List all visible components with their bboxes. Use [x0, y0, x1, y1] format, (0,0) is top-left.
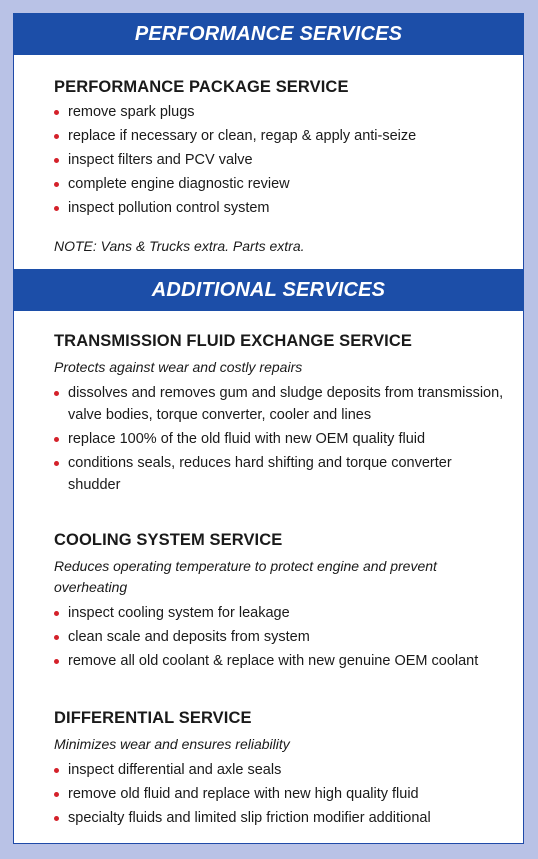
- cooling-title: COOLING SYSTEM SERVICE: [54, 531, 283, 549]
- differential-subtitle: Minimizes wear and ensures reliability: [54, 736, 290, 752]
- list-item: inspect filters and PCV valve: [54, 149, 504, 171]
- list-item: remove all old coolant & replace with new genuine OEM coolant: [54, 650, 504, 672]
- cooling-section: [54, 531, 504, 674]
- additional-services-header: [13, 269, 524, 311]
- list-item: inspect pollution control system: [54, 197, 504, 219]
- bullet-icon: [54, 437, 59, 442]
- transmission-list: [54, 382, 504, 496]
- bullet-icon: [54, 461, 59, 466]
- bullet-icon: [54, 792, 59, 797]
- list-item: inspect differential and axle seals: [54, 759, 504, 781]
- list-item: remove spark plugs: [54, 101, 504, 123]
- list-item: replace if necessary or clean, regap & apply anti-seize: [54, 125, 504, 147]
- performance-services-header: [13, 13, 524, 55]
- list-item: conditions seals, reduces hard shifting and torque converter shudder: [54, 452, 504, 496]
- list-item: dissolves and removes gum and sludge deposits from transmission, valve bodies, torque converter, cooler and lines: [54, 382, 504, 426]
- bullet-icon: [54, 206, 59, 211]
- additional-services-title: ADDITIONAL SERVICES: [151, 278, 386, 301]
- performance-package-list: [54, 101, 504, 219]
- bullet-icon: [54, 391, 59, 396]
- transmission-subtitle: Protects against wear and costly repairs: [54, 359, 303, 375]
- list-item: inspect cooling system for leakage: [54, 602, 504, 624]
- cooling-list: [54, 602, 504, 672]
- bullet-icon: [54, 134, 59, 139]
- performance-package-section: [54, 78, 504, 221]
- pricing-note: NOTE: Vans & Trucks extra. Parts extra.: [54, 238, 305, 254]
- performance-services-title: PERFORMANCE SERVICES: [134, 22, 403, 45]
- list-item: complete engine diagnostic review: [54, 173, 504, 195]
- list-item: replace 100% of the old fluid with new OEM quality fluid: [54, 428, 504, 450]
- differential-section: [54, 709, 504, 831]
- differential-title: DIFFERENTIAL SERVICE: [54, 709, 252, 727]
- cooling-subtitle: Reduces operating temperature to protect engine and prevent overheating: [54, 558, 437, 595]
- list-item: clean scale and deposits from system: [54, 626, 504, 648]
- services-panel: [13, 13, 524, 844]
- bullet-icon: [54, 182, 59, 187]
- bullet-icon: [54, 611, 59, 616]
- transmission-title: TRANSMISSION FLUID EXCHANGE SERVICE: [54, 332, 412, 350]
- differential-list: [54, 759, 504, 829]
- bullet-icon: [54, 110, 59, 115]
- bullet-icon: [54, 659, 59, 664]
- bullet-icon: [54, 158, 59, 163]
- performance-package-title: PERFORMANCE PACKAGE SERVICE: [54, 78, 349, 96]
- list-item: specialty fluids and limited slip friction modifier additional: [54, 807, 504, 829]
- bullet-icon: [54, 816, 59, 821]
- bullet-icon: [54, 635, 59, 640]
- list-item: remove old fluid and replace with new high quality fluid: [54, 783, 504, 805]
- transmission-section: [54, 332, 504, 498]
- bullet-icon: [54, 768, 59, 773]
